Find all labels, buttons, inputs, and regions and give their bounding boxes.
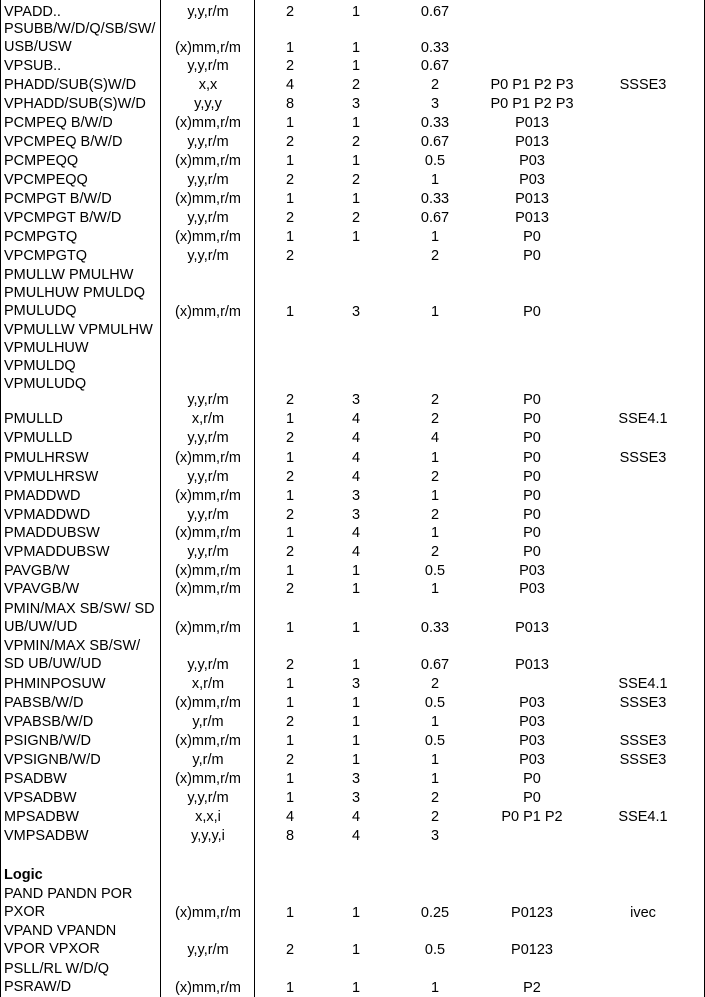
instruction-cell: VPCMPGTQ [4, 248, 87, 264]
uops-cell: 1 [285, 488, 295, 504]
uops-cell: 1 [285, 304, 295, 320]
ports-cell: P0 [523, 790, 541, 806]
instruction-cell: PCMPGTQ [4, 229, 78, 245]
latency-cell: 1 [351, 656, 361, 673]
operands-cell: (x)mm,r/m [174, 304, 242, 320]
latency-cell: 3 [351, 96, 361, 112]
operands-cell: (x)mm,r/m [174, 525, 242, 541]
ports-cell: P03 [519, 581, 545, 597]
throughput-cell: 2 [430, 469, 440, 485]
throughput-cell: 0.5 [424, 733, 446, 749]
throughput-cell: 0.67 [420, 656, 450, 673]
operands-cell: x,x,i [195, 809, 221, 825]
uops-cell: 1 [285, 191, 295, 207]
instruction-cell: Logic [4, 867, 43, 883]
throughput-cell: 0.67 [420, 134, 450, 150]
ports-cell: P013 [515, 134, 549, 150]
uops-cell: 2 [285, 4, 295, 20]
instruction-cell: VPMULLW VPMULHW VPMULHUW VPMULDQ VPMULUDQ [4, 322, 153, 392]
latency-cell: 3 [351, 507, 361, 523]
extension-cell: SSE4.1 [618, 411, 668, 427]
latency-cell: 4 [351, 430, 361, 446]
throughput-cell: 2 [430, 507, 440, 523]
instruction-cell: PSADBW [4, 771, 67, 787]
operands-cell: (x)mm,r/m [174, 229, 242, 245]
ports-cell: P0 [523, 488, 541, 504]
instruction-cell: VPHADD/SUB(S)W/D [4, 96, 146, 112]
uops-cell: 2 [285, 507, 295, 523]
instruction-cell: VMPSADBW [4, 828, 89, 844]
operands-cell: (x)mm,r/m [174, 563, 242, 579]
uops-cell: 1 [285, 619, 295, 636]
operands-cell: y,y,r/m [187, 544, 229, 560]
latency-cell: 2 [351, 77, 361, 93]
operands-cell: y,y,r/m [187, 134, 229, 150]
throughput-cell: 4 [430, 430, 440, 446]
latency-cell: 3 [351, 304, 361, 320]
uops-cell: 1 [285, 676, 295, 692]
ports-cell: P03 [519, 695, 545, 711]
latency-cell: 3 [351, 488, 361, 504]
latency-cell: 4 [351, 469, 361, 485]
ports-cell: P013 [515, 619, 549, 636]
throughput-cell: 3 [430, 96, 440, 112]
throughput-cell: 2 [430, 790, 440, 806]
instruction-cell: MPSADBW [4, 809, 79, 825]
instruction-cell: PAND PANDN POR PXOR [4, 886, 133, 920]
instruction-cell: PMADDWD [4, 488, 81, 504]
ports-cell: P0 [523, 771, 541, 787]
operands-cell: x,r/m [191, 411, 225, 427]
latency-cell: 1 [351, 752, 361, 768]
throughput-cell: 0.5 [424, 941, 446, 958]
instruction-cell: VPCMPGT B/W/D [4, 210, 122, 226]
latency-cell: 3 [351, 392, 361, 408]
uops-cell: 2 [285, 172, 295, 188]
instruction-cell: PMULLW PMULHW PMULHUW PMULDQ PMULUDQ [4, 267, 145, 319]
extension-cell: ivec [630, 904, 656, 921]
extension-cell: SSSE3 [619, 695, 667, 711]
latency-cell: 1 [351, 733, 361, 749]
ports-cell: P0 [523, 411, 541, 427]
latency-cell: 4 [351, 809, 361, 825]
operands-cell: (x)mm,r/m [174, 771, 242, 787]
latency-cell: 1 [351, 153, 361, 169]
ports-cell: P0123 [511, 941, 553, 958]
uops-cell: 2 [285, 392, 295, 408]
instruction-cell: PCMPEQQ [4, 153, 79, 169]
throughput-cell: 1 [430, 450, 440, 466]
ports-cell: P0 [523, 304, 541, 320]
latency-cell: 1 [351, 39, 361, 56]
ports-cell: P0 [523, 430, 541, 446]
uops-cell: 2 [285, 134, 295, 150]
ports-cell: P0 [523, 392, 541, 408]
instruction-cell: PAVGB/W [4, 563, 70, 579]
instruction-cell: PMULHRSW [4, 450, 89, 466]
latency-cell: 2 [351, 134, 361, 150]
operands-cell: (x)mm,r/m [174, 581, 242, 597]
instruction-cell: PCMPGT B/W/D [4, 191, 112, 207]
instruction-cell: VPMULHRSW [4, 469, 99, 485]
throughput-cell: 2 [430, 676, 440, 692]
operands-cell: y,y,r/m [187, 172, 229, 188]
operands-cell: y,y,r/m [187, 430, 229, 446]
operands-cell: y,y,r/m [187, 656, 229, 673]
throughput-cell: 2 [430, 411, 440, 427]
operands-cell: (x)mm,r/m [174, 115, 242, 131]
uops-cell: 1 [285, 525, 295, 541]
uops-cell: 1 [285, 733, 295, 749]
latency-cell: 1 [351, 695, 361, 711]
operands-cell: (x)mm,r/m [174, 979, 242, 996]
instruction-cell: VPCMPEQQ [4, 172, 88, 188]
operands-cell: (x)mm,r/m [174, 904, 242, 921]
operands-cell: x,r/m [191, 676, 225, 692]
instruction-cell: PHMINPOSUW [4, 676, 106, 692]
latency-cell: 1 [351, 58, 361, 74]
uops-cell: 1 [285, 790, 295, 806]
throughput-cell: 0.5 [424, 563, 446, 579]
throughput-cell: 1 [430, 488, 440, 504]
uops-cell: 2 [285, 581, 295, 597]
latency-cell: 1 [351, 979, 361, 996]
column-border [160, 0, 161, 997]
instruction-cell: VPAVGB/W [4, 581, 80, 597]
operands-cell: y,y,r/m [187, 210, 229, 226]
throughput-cell: 1 [430, 172, 440, 188]
latency-cell: 3 [351, 790, 361, 806]
ports-cell: P0 [523, 229, 541, 245]
uops-cell: 4 [285, 809, 295, 825]
ports-cell: P03 [519, 563, 545, 579]
operands-cell: x,x [198, 77, 218, 93]
operands-cell: y,r/m [192, 752, 224, 768]
uops-cell: 1 [285, 450, 295, 466]
instruction-cell: PSIGNB/W/D [4, 733, 92, 749]
extension-cell: SSE4.1 [618, 809, 668, 825]
uops-cell: 1 [285, 153, 295, 169]
ports-cell: P03 [519, 172, 545, 188]
uops-cell: 2 [285, 752, 295, 768]
throughput-cell: 2 [430, 544, 440, 560]
throughput-cell: 0.5 [424, 695, 446, 711]
extension-cell: SSSE3 [619, 733, 667, 749]
latency-cell: 1 [351, 941, 361, 958]
latency-cell: 1 [351, 904, 361, 921]
throughput-cell: 0.5 [424, 153, 446, 169]
throughput-cell: 0.33 [420, 39, 450, 56]
instruction-cell: PMULLD [4, 411, 63, 427]
ports-cell: P0 P1 P2 P3 [490, 77, 574, 93]
operands-cell: (x)mm,r/m [174, 450, 242, 466]
column-border [0, 0, 1, 997]
uops-cell: 1 [285, 411, 295, 427]
operands-cell: y,y,r/m [187, 507, 229, 523]
ports-cell: P03 [519, 752, 545, 768]
uops-cell: 8 [285, 828, 295, 844]
uops-cell: 1 [285, 904, 295, 921]
operands-cell: (x)mm,r/m [174, 733, 242, 749]
uops-cell: 8 [285, 96, 295, 112]
operands-cell: y,y,r/m [187, 790, 229, 806]
uops-cell: 2 [285, 714, 295, 730]
operands-cell: (x)mm,r/m [174, 488, 242, 504]
instruction-cell: VPMIN/MAX SB/SW/ SD UB/UW/UD [4, 638, 141, 672]
instruction-cell: VPMULLD [4, 430, 73, 446]
instruction-cell: VPSUB.. [4, 58, 62, 74]
instruction-cell: VPMADDUBSW [4, 544, 110, 560]
ports-cell: P0 [523, 469, 541, 485]
operands-cell: (x)mm,r/m [174, 619, 242, 636]
latency-cell: 1 [351, 229, 361, 245]
ports-cell: P0 P1 P2 P3 [490, 96, 574, 112]
throughput-cell: 1 [430, 229, 440, 245]
latency-cell: 2 [351, 210, 361, 226]
ports-cell: P013 [515, 191, 549, 207]
ports-cell: P0 [523, 525, 541, 541]
latency-cell: 4 [351, 828, 361, 844]
operands-cell: y,y,r/m [187, 469, 229, 485]
latency-cell: 1 [351, 563, 361, 579]
instruction-cell: VPSADBW [4, 790, 77, 806]
uops-cell: 1 [285, 115, 295, 131]
operands-cell: y,y,r/m [187, 58, 229, 74]
uops-cell: 2 [285, 248, 295, 264]
operands-cell: (x)mm,r/m [174, 153, 242, 169]
ports-cell: P0 [523, 544, 541, 560]
extension-cell: SSSE3 [619, 77, 667, 93]
throughput-cell: 2 [430, 248, 440, 264]
operands-cell: y,y,y,i [191, 828, 225, 844]
latency-cell: 4 [351, 525, 361, 541]
operands-cell: y,y,y [194, 96, 222, 112]
uops-cell: 1 [285, 563, 295, 579]
latency-cell: 4 [351, 450, 361, 466]
instruction-cell: VPAND VPANDN VPOR VPXOR [4, 923, 117, 957]
instruction-cell: PHADD/SUB(S)W/D [4, 77, 137, 93]
latency-cell: 3 [351, 676, 361, 692]
throughput-cell: 1 [430, 714, 440, 730]
throughput-cell: 0.25 [420, 904, 450, 921]
throughput-cell: 0.33 [420, 115, 450, 131]
throughput-cell: 0.33 [420, 619, 450, 636]
uops-cell: 2 [285, 941, 295, 958]
throughput-cell: 0.33 [420, 191, 450, 207]
throughput-cell: 1 [430, 525, 440, 541]
latency-cell: 1 [351, 115, 361, 131]
operands-cell: y,y,r/m [187, 392, 229, 408]
operands-cell: (x)mm,r/m [174, 39, 242, 56]
uops-cell: 2 [285, 656, 295, 673]
uops-cell: 4 [285, 77, 295, 93]
ports-cell: P0 [523, 450, 541, 466]
operands-cell: y,y,r/m [187, 248, 229, 264]
throughput-cell: 1 [430, 304, 440, 320]
ports-cell: P0 [523, 507, 541, 523]
instruction-cell: PABSB/W/D [4, 695, 84, 711]
latency-cell: 1 [351, 619, 361, 636]
uops-cell: 1 [285, 39, 295, 56]
instruction-cell: VPABSB/W/D [4, 714, 94, 730]
instruction-cell: VPADD.. [4, 4, 61, 20]
uops-cell: 1 [285, 771, 295, 787]
uops-cell: 2 [285, 469, 295, 485]
latency-cell: 3 [351, 771, 361, 787]
latency-cell: 4 [351, 411, 361, 427]
ports-cell: P2 [523, 979, 541, 996]
instruction-cell: VPSIGNB/W/D [4, 752, 101, 768]
instruction-cell: PMIN/MAX SB/SW/ SD UB/UW/UD [4, 601, 155, 635]
extension-cell: SSSE3 [619, 752, 667, 768]
uops-cell: 1 [285, 229, 295, 245]
instruction-cell: PCMPEQ B/W/D [4, 115, 113, 131]
throughput-cell: 0.67 [420, 210, 450, 226]
ports-cell: P03 [519, 733, 545, 749]
ports-cell: P0123 [511, 904, 553, 921]
latency-cell: 4 [351, 544, 361, 560]
throughput-cell: 2 [430, 77, 440, 93]
latency-cell: 1 [351, 581, 361, 597]
latency-cell: 1 [351, 714, 361, 730]
throughput-cell: 2 [430, 809, 440, 825]
instruction-cell: VPCMPEQ B/W/D [4, 134, 123, 150]
ports-cell: P03 [519, 153, 545, 169]
ports-cell: P013 [515, 210, 549, 226]
latency-cell: 2 [351, 172, 361, 188]
operands-cell: y,y,r/m [187, 4, 229, 20]
operands-cell: (x)mm,r/m [174, 695, 242, 711]
uops-cell: 2 [285, 210, 295, 226]
operands-cell: y,r/m [192, 714, 224, 730]
extension-cell: SSE4.1 [618, 676, 668, 692]
ports-cell: P0 P1 P2 [501, 809, 563, 825]
ports-cell: P013 [515, 656, 549, 673]
instruction-cell: PSUBB/W/D/Q/SB/SW/ USB/USW [4, 21, 156, 55]
uops-cell: 2 [285, 430, 295, 446]
instruction-cell: VPMADDWD [4, 507, 91, 523]
throughput-cell: 0.67 [420, 4, 450, 20]
operands-cell: y,y,r/m [187, 941, 229, 958]
throughput-cell: 0.67 [420, 58, 450, 74]
throughput-cell: 2 [430, 392, 440, 408]
uops-cell: 1 [285, 695, 295, 711]
instruction-cell: PSLL/RL W/D/Q PSRAW/D [4, 961, 110, 995]
latency-cell: 1 [351, 4, 361, 20]
throughput-cell: 3 [430, 828, 440, 844]
latency-cell: 1 [351, 191, 361, 207]
uops-cell: 2 [285, 58, 295, 74]
ports-cell: P03 [519, 714, 545, 730]
extension-cell: SSSE3 [619, 450, 667, 466]
throughput-cell: 1 [430, 771, 440, 787]
ports-cell: P013 [515, 115, 549, 131]
ports-cell: P0 [523, 248, 541, 264]
uops-cell: 1 [285, 979, 295, 996]
uops-cell: 2 [285, 544, 295, 560]
throughput-cell: 1 [430, 979, 440, 996]
instruction-cell: PMADDUBSW [4, 525, 100, 541]
throughput-cell: 1 [430, 581, 440, 597]
operands-cell: (x)mm,r/m [174, 191, 242, 207]
throughput-cell: 1 [430, 752, 440, 768]
